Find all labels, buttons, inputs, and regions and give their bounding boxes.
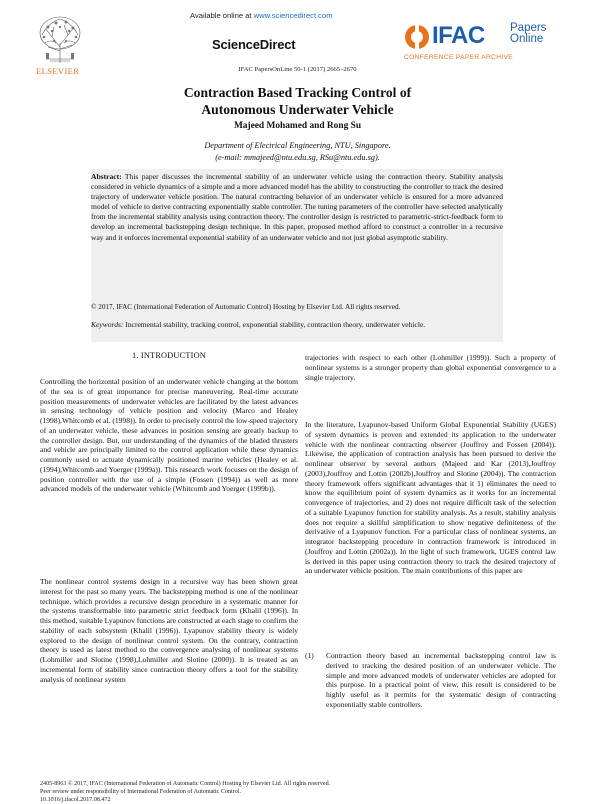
ifac-logo-text: IFAC	[432, 22, 485, 49]
conference-archive-label: CONFERENCE PAPER ARCHIVE	[404, 54, 514, 61]
available-online-notice	[190, 11, 333, 20]
paper-title-line1: Contraction Based Tracking Control of	[183, 85, 412, 100]
affiliation-line1: Department of Electrical Engineering, NTU, Singapore.	[204, 141, 391, 150]
footer-line1: 2405-8963 © 2017, IFAC (International Federation of Automatic Control) Hosting by Elsevier Ltd. All rights reserved.	[40, 781, 331, 787]
papers-online-line1: Papers	[510, 22, 547, 34]
paper-title-line2: Autonomous Underwater Vehicle	[201, 102, 394, 117]
abstract-paragraph	[91, 172, 503, 243]
footer-doi: 10.1016/j.ifacol.2017.08.472	[40, 797, 111, 803]
affiliation-line2: (e-mail: mmajeed@ntu.edu.sg, RSu@ntu.edu.sg).	[215, 152, 380, 162]
body-paragraph: trajectories with respect to each other (Lohmiller (1999)). Such a property of nonlinear systems is a stronger property than global exponential convergence to a single trajectory.	[305, 353, 556, 382]
page-footer	[40, 780, 560, 804]
elsevier-wordmark: ELSEVIER	[36, 66, 80, 76]
footer-line2: Peer review under responsibility of International Federation of Automatic Control.	[40, 789, 242, 795]
sciencedirect-wordmark: ScienceDirect	[212, 37, 296, 52]
keywords-text: Incremental stability, tracking control, exponential stability, contraction theory, underwater vehicle.	[123, 320, 426, 329]
list-item-number: (1)	[305, 651, 314, 660]
abstract-label: Abstract:	[91, 172, 122, 181]
body-paragraph: Controlling the horizontal position of an underwater vehicle changing at the bottom of the sea is of great importance for precise maneuvering. Real-time accurate position measurements of underwater vehicles are facilitated by the latest advances in sensing technology of vehicle position and velocity (Marco and Healey (1998),Whitcomb et al. (1998)). In order to precisely control the low-speed trajectory of an underwater vehicle, these advances in position sensing are greatly backup to the controller design. But, our understanding of the dynamics of the bladed thrusters and vehicle are principally limited to the control application while these dynamics commonly used to actuate dynamically positioned marine vehicles (Healey et al. (1994),Whitcomb and Yoerger (1999a)). This research work focuses on the design of position controller with the use of a simple (Fossen (1994)) as well as more advanced models of the underwater vehicle (Whitcomb and Yoerger (1999b)).	[40, 377, 298, 494]
papers-online-line2: Online	[510, 33, 544, 45]
section-heading-introduction: 1. INTRODUCTION	[132, 351, 206, 360]
papers-online-wordmark	[510, 23, 546, 45]
abstract-text: This paper discusses the incremental stability of an underwater vehicle using the contraction theory. Stability analysis considered in vehicle dynamics of a simple and a more advanced model has the ability to constructing the controller to track the desired trajectory of underwater vehicle position. The natural contracting behavior of an underwater vehicle is ensured for a more advanced model of vehicle to derive contracting exponentially stable controller. The tuning parameters of the controller have selected analytically from the incremental stability analysis using contraction theory. The controller design is restricted to parametric-strict-feedback form to develop an incremental backstepping design technique. In this paper, proposed method afford to construct a controller in a recursive way and it enforces incremental exponential stability of an underwater vehicle and not just global asymptotic stability.	[91, 172, 503, 242]
keywords-paragraph	[91, 320, 503, 330]
body-paragraph: In the literature, Lyapunov-based Uniform Global Exponential Stability (UGES) of system dynamics is proven and extended its application to the underwater vehicle with the nonlinear contracting observer (Jouffroy and Fossen (2004)). Likewise, the application of contraction analysis has been pursued to derive the nonlinear observer by several authors (Majeed and Kar (2013),Jouffroy (2003),Jouffroy and Lottin (2002b),Jouffroy and Slotine (2004)). The contraction theory framework offers significant advantages that it 1) eliminates the need to know the equilibrium point of system dynamics as it works for an incremental convergence of trajectories, and 2) does not require difficult task of the selection of a suitable Lyapunov function for stability analysis. As a result, stability analysis does not require a skillful simplification to show negative definiteness of the derivative of a Lyapunov function. For a particular class of nonlinear systems, an integrator backstepping procedure in contraction framework is introduced in (Jouffroy and Lottin (2002a)). In the light of such framework, UGES control law is derived in this paper using contraction theory to track the desired trajectory of an underwater vehicle position. The main contributions of this paper are	[305, 420, 556, 576]
list-item-text: Contraction theory based an incremental backstepping control law is derived to tracking the desired position of an underwater vehicle. The simple and more advanced models of underwater vehicles are adopted for this purpose. In a practical point of view, this result is considered to be highly useful as it permits for the systematic design of contracting exponentially stable controllers.	[326, 651, 556, 709]
available-online-prefix: Available online at	[190, 11, 254, 20]
body-paragraph: The nonlinear control systems design in a recursive way has been shown great interest for the past so many years. The backstepping method is one of the nonlinear technique, which provides a recursive design procedure in a systematic manner for the systems transformable into parametric strict feedback form (Khalil (1996)). In this method, suitable Lyapunov functions are constructed at each stage to confirm the stability of each subsystem (Khalil (1996)). Lyapunov stability theory is widely explored to the design of nonlinear control system. On the contrary, contraction theory is used as latest method to the convergence analysing of nonlinear systems (Lohmiller and Slotine (1998),Lohmiller and Slotine (2000)). It is treated as an incremental form of stability since contraction theory offers a tool for the stability analysis of nonlinear system	[40, 577, 298, 684]
paper-authors: Majeed Mohamed and Rong Su	[233, 121, 362, 131]
sciencedirect-url-link[interactable]: www.sciencedirect.com	[253, 11, 333, 20]
journal-citation: IFAC PapersOnLine 50-1 (2017) 2665–2670	[238, 66, 357, 73]
keywords-label: Keywords:	[91, 320, 124, 329]
paper-title	[0, 84, 595, 118]
copyright-notice: © 2017, IFAC (International Federation of Automatic Control) Hosting by Elsevier Ltd. All rights reserved.	[91, 303, 401, 311]
author-affiliation	[0, 140, 595, 163]
